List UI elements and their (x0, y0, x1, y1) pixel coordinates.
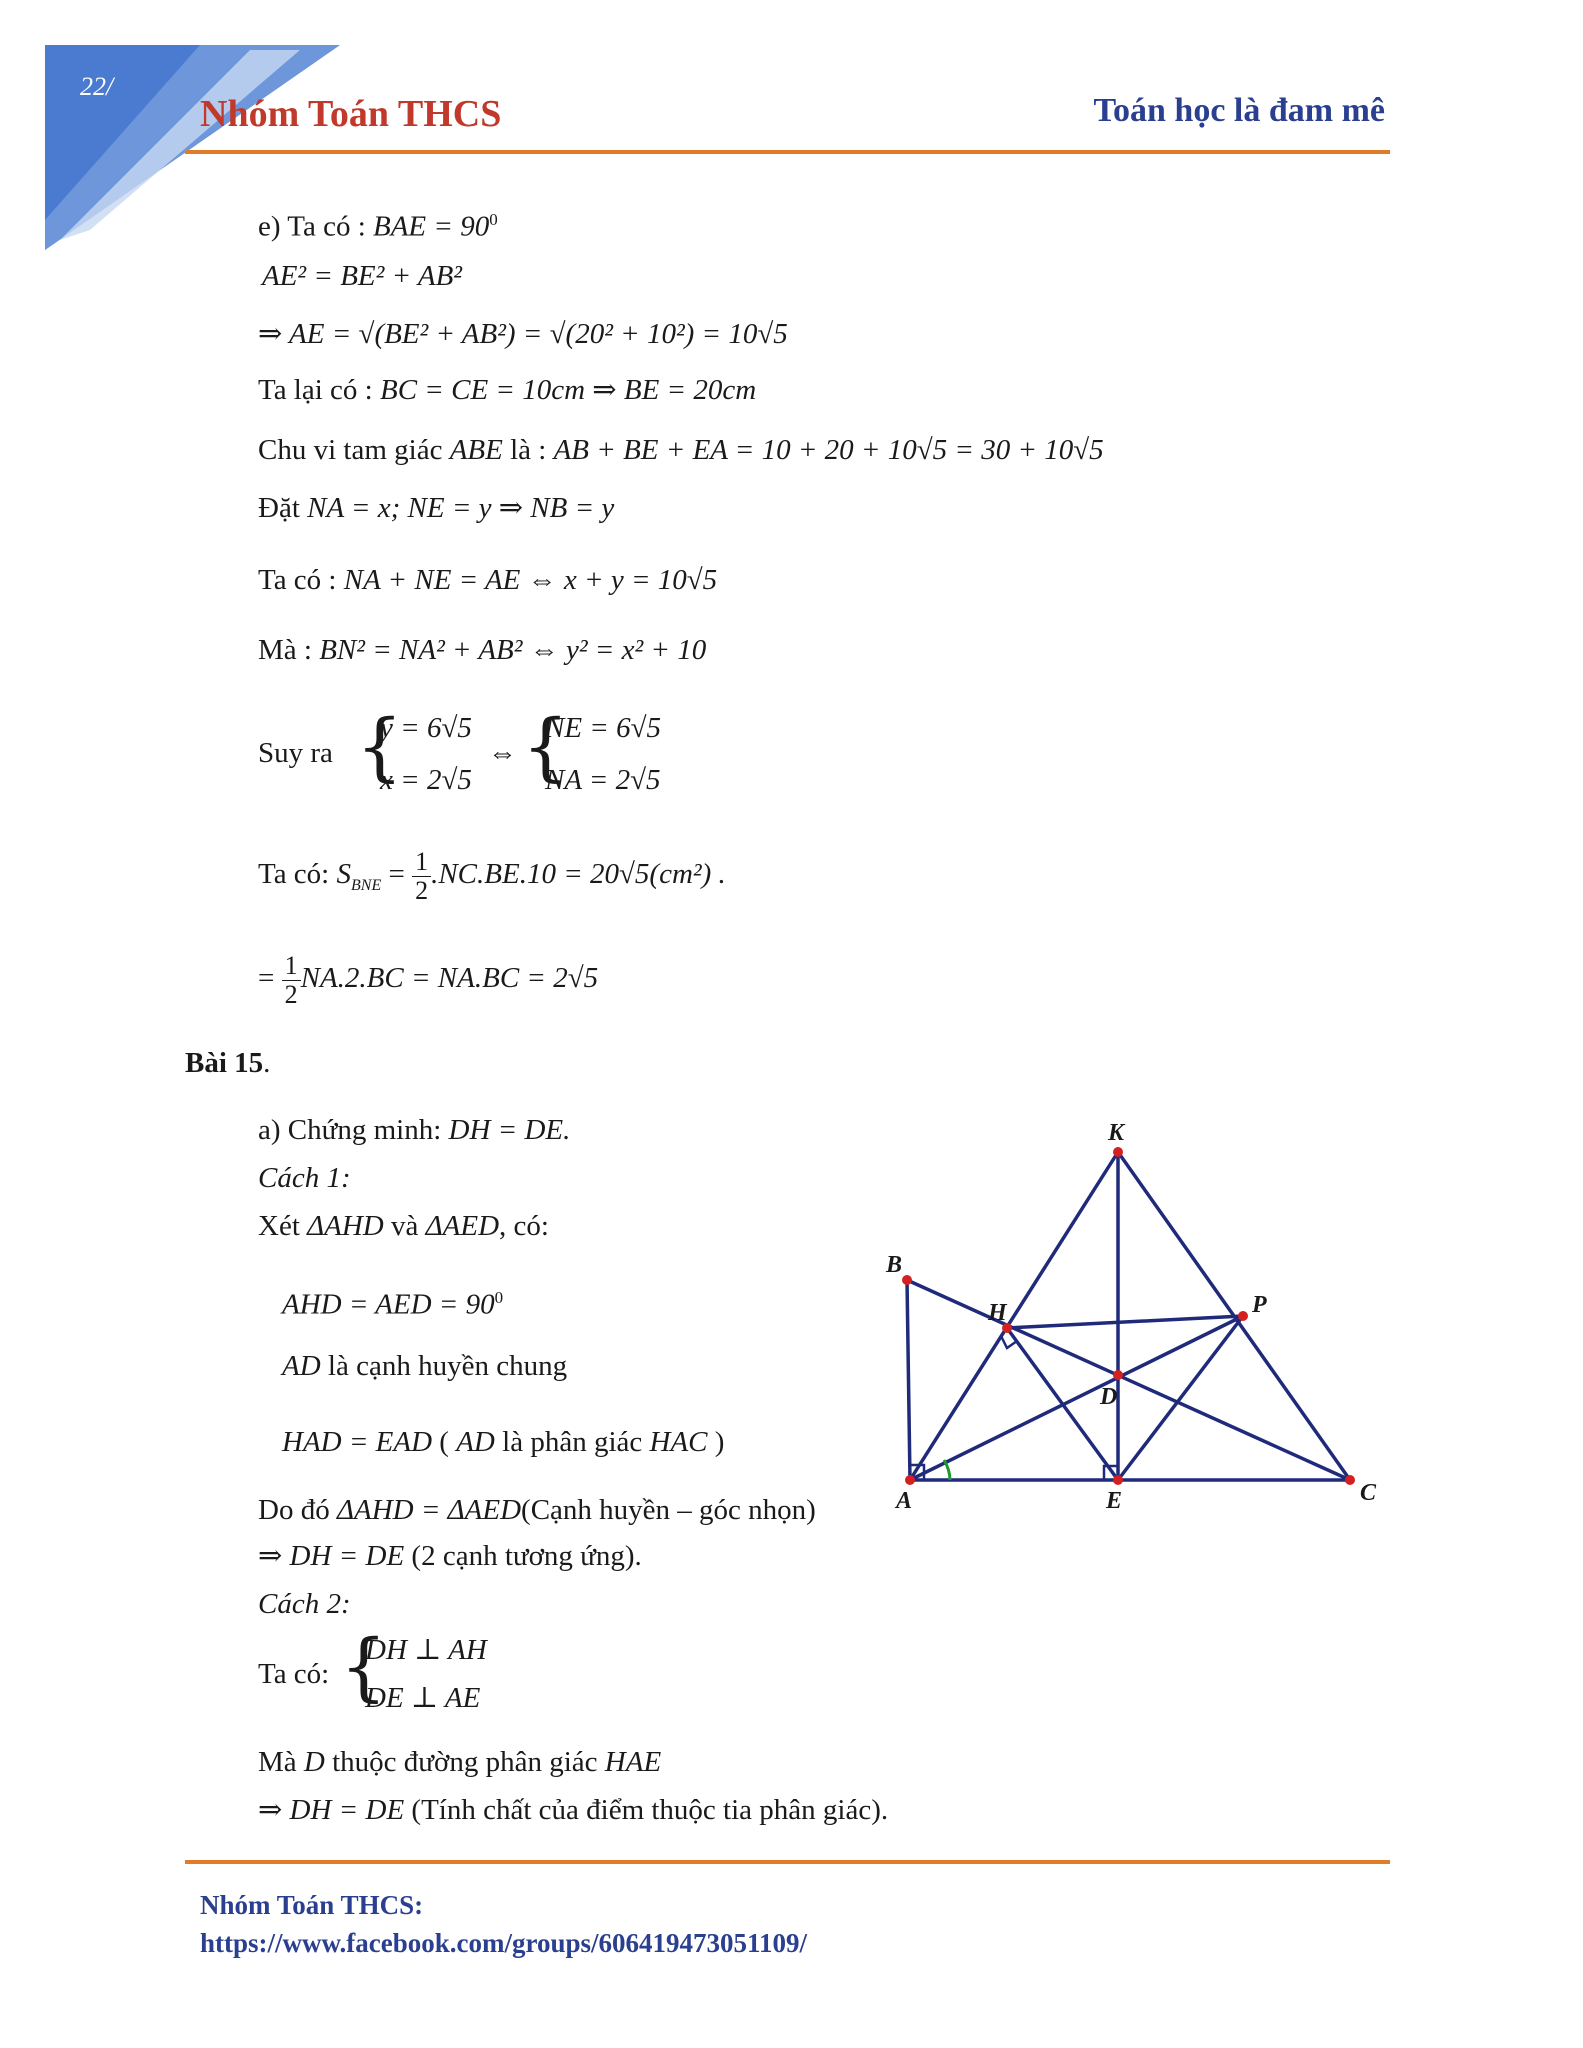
part-e-line-6: Đặt NA = x; NE = y ⇒ NB = y (258, 492, 615, 524)
point-K (1113, 1147, 1123, 1157)
part-e-line-4: Ta lại có : BC = CE = 10cm ⇒ BE = 20cm (258, 374, 757, 406)
fraction: $\frac{1}{2}$ (282, 952, 301, 1009)
footer-group-name: Nhóm Toán THCS: (200, 1890, 424, 1920)
point-E (1113, 1475, 1123, 1485)
part-e-line-3: ⇒ AE = √(BE² + AB²) = √(20² + 10²) = 10√5 (258, 318, 788, 350)
part-e-line-8: Mà : BN² = NA² + AB² ⇔ y² = x² + 10 (258, 634, 707, 666)
part-e-line-7: Ta có : NA + NE = AE ⇔ x + y = 10√5 (258, 564, 718, 596)
label-A: A (896, 1488, 913, 1514)
geometry-diagram (860, 1110, 1400, 1530)
method-2-label: Cách 2: (258, 1588, 351, 1620)
system-2-eq-b: NA = 2√5 (545, 764, 661, 796)
condition-1: AHD = AED = $90^0$ (282, 1288, 504, 1321)
method-1-label: Cách 1: (258, 1162, 351, 1194)
condition-2: AD là cạnh huyền chung (282, 1350, 568, 1382)
suy-ra-label: Suy ra (258, 737, 333, 769)
label-P: P (1252, 1292, 1267, 1318)
part-e-line-2: AE² = BE² + AB² (262, 260, 462, 292)
segment-AK (910, 1152, 1118, 1480)
left-brace: { (340, 1624, 388, 1710)
implication-2: ⇒ DH = DE (Tính chất của điểm thuộc tia phân giác). (258, 1794, 889, 1826)
condition-3: HAD = EAD ( AD là phân giác HAC ) (282, 1426, 725, 1458)
footer-group-link[interactable]: https://www.facebook.com/groups/606419473051109/ (200, 1928, 808, 1958)
brand-title: Nhóm Toán THCS (200, 93, 502, 135)
part-a-statement: a) Chứng minh: DH = DE. (258, 1114, 571, 1146)
bisector-statement: Mà D thuộc đường phân giác HAE (258, 1746, 662, 1778)
point-C (1345, 1475, 1355, 1485)
point-D (1113, 1370, 1123, 1380)
point-P (1238, 1311, 1248, 1321)
label-C: C (1360, 1480, 1377, 1506)
implication-1: ⇒ DH = DE (2 cạnh tương ứng). (258, 1540, 642, 1572)
label-D: D (1100, 1384, 1118, 1410)
header-rule (185, 150, 1390, 154)
system-2-eq-a: NE = 6√5 (545, 712, 662, 744)
label-B: B (886, 1252, 903, 1278)
segment-PE (1118, 1316, 1243, 1480)
system-1-eq-b: x = 2√5 (380, 764, 472, 796)
label-E: E (1106, 1488, 1123, 1514)
footer-rule (185, 1860, 1390, 1864)
part-e-line-1: e) Ta có : BAE = $90^0$ (258, 210, 498, 243)
part-e-line-5: Chu vi tam giác ABE là : AB + BE + EA = 10 + 20 + 10√5 = 30 + 10√5 (258, 434, 1104, 466)
system-1-eq-a: y = 6√5 (380, 712, 472, 744)
page-number: 22/ (80, 72, 114, 101)
equivalence-symbol: ⇔ (488, 737, 517, 769)
ta-co-label: Ta có: (258, 1658, 330, 1690)
point-A (905, 1475, 915, 1485)
system-3-eq-b: DE ⊥ AE (365, 1682, 481, 1714)
segment-BA (907, 1280, 910, 1480)
angle-arc-A (944, 1460, 950, 1480)
tagline: Toán học là đam mê (1093, 92, 1385, 129)
point-B (902, 1275, 912, 1285)
left-brace: { (522, 704, 570, 790)
consider-triangles: Xét ΔAHD và ΔAED, có: (258, 1210, 549, 1242)
area-line-1: Ta có: $S_{BNE}$ = $\frac{1}{2}$ .NC.BE.10 = 20√5(cm²) . (258, 847, 726, 905)
label-K: K (1108, 1120, 1125, 1146)
system-3-eq-a: DH ⊥ AH (365, 1634, 487, 1666)
exercise-title: Bài 15. (185, 1047, 271, 1079)
segment-HP (1007, 1316, 1243, 1328)
left-brace: { (356, 704, 404, 790)
conclusion-congruent: Do đó ΔAHD = ΔAED(Cạnh huyền – góc nhọn) (258, 1494, 816, 1526)
area-line-2: = $\frac{1}{2}$ NA.2.BC = NA.BC = 2√5 (258, 951, 599, 1009)
label-H: H (988, 1300, 1007, 1326)
fraction: $\frac{1}{2}$ (412, 848, 431, 905)
